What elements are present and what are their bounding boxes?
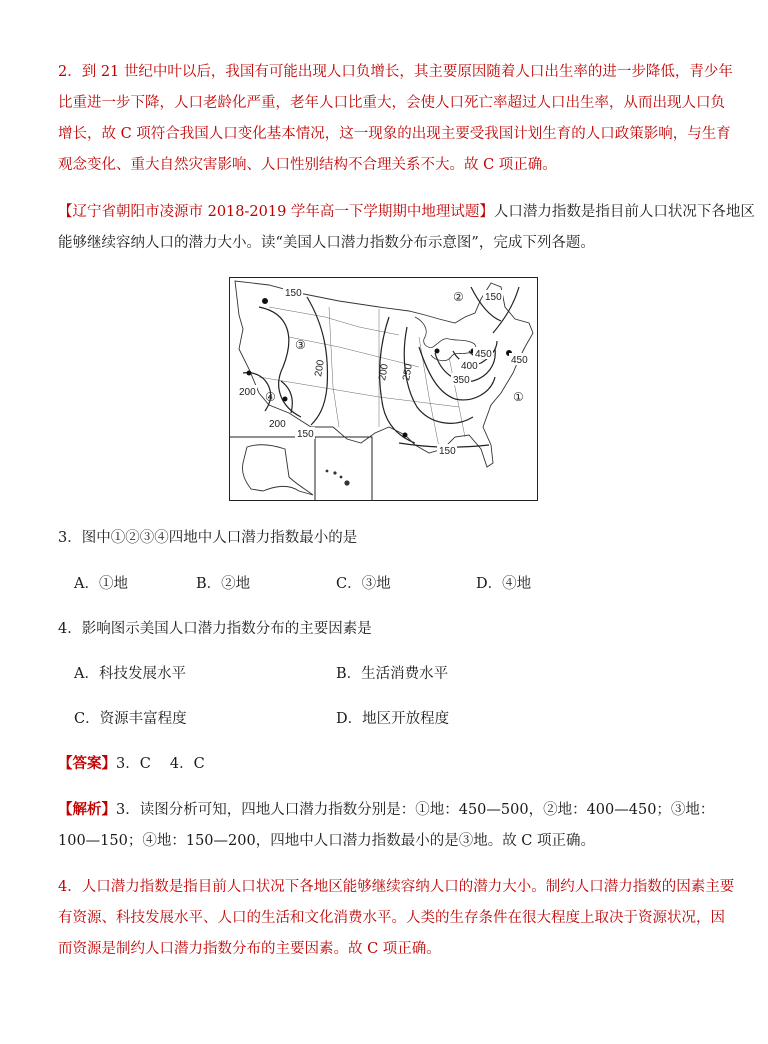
intro-line-1 bbox=[58, 200, 755, 221]
region-marker-2: ② bbox=[453, 290, 464, 304]
answer-tag: 【答案】 bbox=[58, 755, 116, 772]
q2-analysis-line-4: 观念变化、重大自然灾害影响、人口性别结构不合理关系不大。故 C 项正确。 bbox=[58, 157, 557, 173]
q4-option-d: D．地区开放程度 bbox=[336, 711, 450, 727]
q4-option-c: C．资源丰富程度 bbox=[74, 711, 187, 727]
q3-option-d: D．④地 bbox=[476, 576, 532, 592]
region-marker-4: ④ bbox=[265, 390, 276, 404]
q4-analysis-line-3: 而资源是制约人口潜力指数分布的主要因素。故 C 项正确。 bbox=[58, 941, 441, 957]
intro-text-1: 人口潜力指数是指目前人口状况下各地区 bbox=[493, 204, 755, 220]
q4-option-b: B．生活消费水平 bbox=[336, 666, 449, 682]
region-marker-3: ③ bbox=[295, 338, 306, 352]
contour-label: 450 bbox=[475, 349, 492, 360]
explanation-text-1: 3．读图分析可知，四地人口潜力指数分别是：①地：450—500，②地：400—450；③地： bbox=[116, 802, 715, 818]
q2-analysis-line-2: 比重进一步下降，人口老龄化严重，老年人口比重大，会使人口死亡率超过人口出生率，从而出现人口负 bbox=[58, 95, 725, 111]
contour-label: 200 bbox=[239, 387, 256, 398]
q3-stem: 3．图中①②③④四地中人口潜力指数最小的是 bbox=[58, 530, 358, 546]
q3-option-b: B．②地 bbox=[196, 576, 251, 592]
q4-option-a: A．科技发展水平 bbox=[74, 666, 186, 682]
us-population-potential-map bbox=[229, 277, 538, 501]
q2-analysis-line-3: 增长，故 C 项符合我国人口变化基本情况，这一现象的出现主要受我国计划生育的人口政策影响，与生育 bbox=[58, 126, 731, 142]
q4-analysis-line-1: 4．人口潜力指数是指目前人口状况下各地区能够继续容纳人口的潜力大小。制约人口潜力指数的因素主要 bbox=[58, 879, 735, 895]
answer-line bbox=[58, 752, 205, 773]
question-source: 【辽宁省朝阳市凌源市 2018-2019 学年高一下学期期中地理试题】 bbox=[58, 204, 494, 220]
intro-line-2: 能够继续容纳人口的潜力大小。读“美国人口潜力指数分布示意图”，完成下列各题。 bbox=[58, 235, 595, 251]
region-marker-1: ① bbox=[513, 390, 524, 404]
contour-label: 250 bbox=[401, 363, 415, 382]
answer-text: 3．C 4．C bbox=[116, 756, 205, 772]
map-frame bbox=[230, 278, 538, 501]
q3-option-c: C．③地 bbox=[336, 576, 391, 592]
q2-analysis-line-1: 2．到 21 世纪中叶以后，我国有可能出现人口负增长，其主要原因随着人口出生率的进一步降低，青少年 bbox=[58, 64, 733, 80]
contour-label: 150 bbox=[439, 446, 456, 457]
contour-label: 150 bbox=[285, 288, 302, 299]
contour-label: 200 bbox=[313, 359, 327, 378]
contour-label: 200 bbox=[377, 363, 391, 382]
contour-label: 150 bbox=[297, 429, 314, 440]
contour-label: 400 bbox=[461, 361, 478, 372]
contour-label: 150 bbox=[485, 292, 502, 303]
q4-stem: 4．影响图示美国人口潜力指数分布的主要因素是 bbox=[58, 621, 372, 637]
explanation-line-1 bbox=[58, 798, 714, 819]
contour-label: 450 bbox=[511, 355, 528, 366]
contour-label: 200 bbox=[269, 419, 286, 430]
explanation-line-2: 100—150；④地：150—200，四地中人口潜力指数最小的是③地。故 C 项正确。 bbox=[58, 833, 596, 849]
contour-label: 350 bbox=[453, 375, 470, 386]
q3-option-a: A．①地 bbox=[74, 576, 128, 592]
q4-analysis-line-2: 有资源、科技发展水平、人口的生活和文化消费水平。人类的生存条件在很大程度上取决于资源状况，因 bbox=[58, 910, 725, 926]
explanation-tag: 【解析】 bbox=[58, 801, 116, 818]
